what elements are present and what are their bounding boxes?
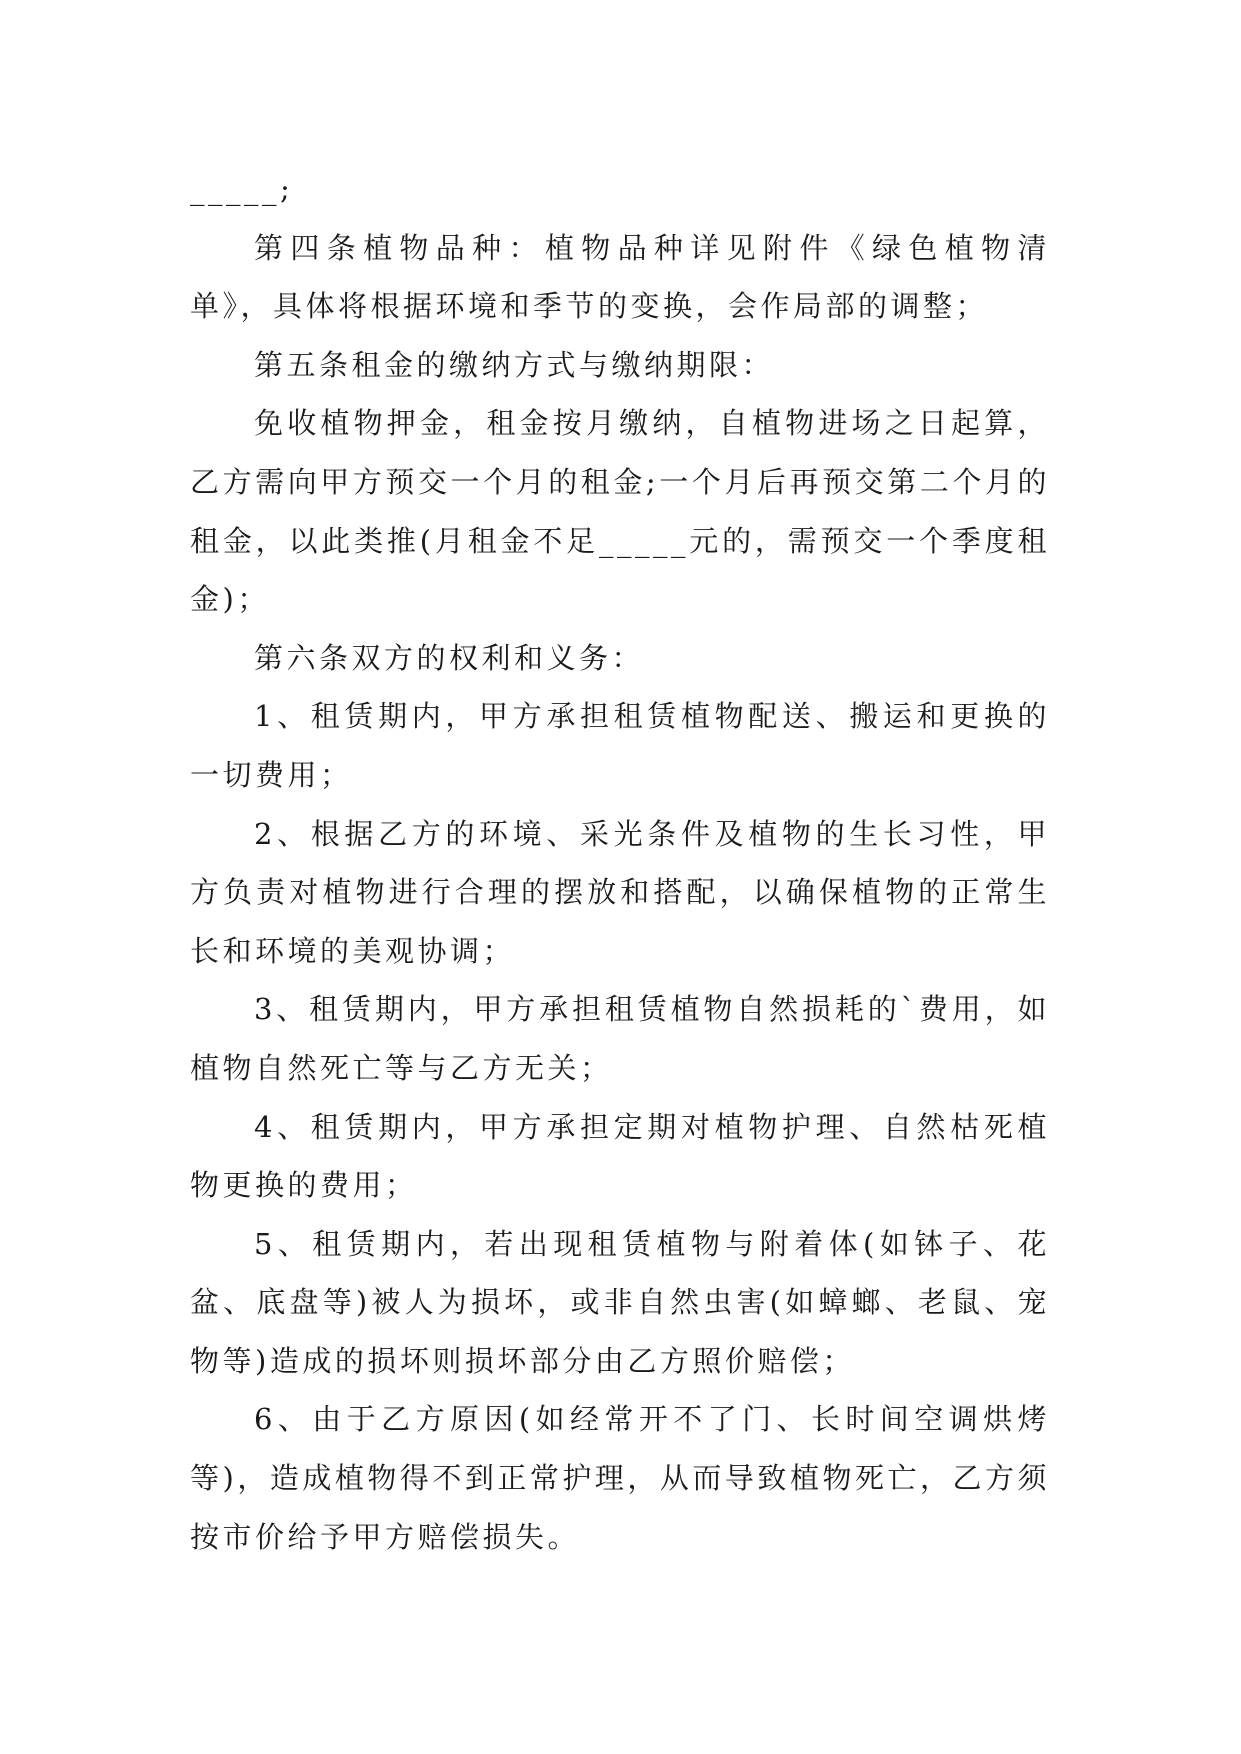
paragraph-item-5: 5、租赁期内，若出现租赁植物与附着体(如钵子、花盆、底盘等)被人为损坏，或非自然虫害(如蟑螂、老鼠、宠物等)造成的损坏则损坏部分由乙方照价赔偿； bbox=[190, 1226, 1050, 1378]
paragraph-item-3: 3、租赁期内，甲方承担租赁植物自然损耗的`费用，如植物自然死亡等与乙方无关； bbox=[190, 992, 1050, 1085]
paragraph-item-1: 1、租赁期内，甲方承担租赁植物配送、搬运和更换的一切费用； bbox=[190, 699, 1050, 792]
paragraph-item-4: 4、租赁期内，甲方承担定期对植物护理、自然枯死植物更换的费用； bbox=[190, 1109, 1050, 1203]
paragraph-article-4: 第四条植物品种：植物品种详见附件《绿色植物清单》，具体将根据环境和季节的变换，会作局部的调整； bbox=[190, 230, 1050, 324]
paragraph-article-6-heading: 第六条双方的权利和义务： bbox=[254, 640, 645, 675]
document-body bbox=[190, 160, 1050, 1566]
paragraph-article-5-body: 免收植物押金，租金按月缴纳，自植物进场之日起算，乙方需向甲方预交一个月的租金;一个月后再预交第二个月的租金，以此类推(月租金不足_____元的，需预交一个季度租金)； bbox=[190, 406, 1050, 617]
paragraph-item-2: 2、根据乙方的环境、采光条件及植物的生长习性，甲方负责对植物进行合理的摆放和搭配，以确保植物的正常生长和环境的美观协调； bbox=[190, 816, 1050, 968]
paragraph-item-6: 6、由于乙方原因(如经常开不了门、长时间空调烘烤等)，造成植物得不到正常护理，从而导致植物死亡，乙方须按市价给予甲方赔偿损失。 bbox=[190, 1402, 1050, 1554]
paragraph-article-5-heading: 第五条租金的缴纳方式与缴纳期限： bbox=[254, 347, 775, 382]
paragraph-blank-line: _____; bbox=[190, 172, 294, 206]
